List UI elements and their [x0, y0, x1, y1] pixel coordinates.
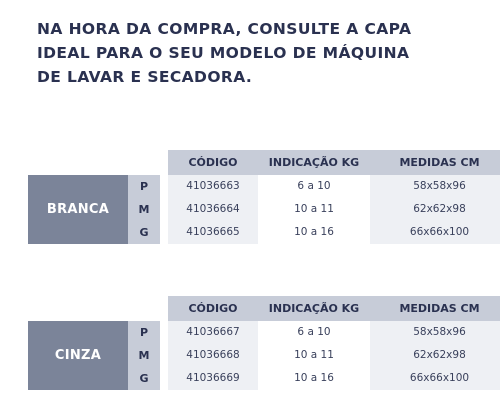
table-header [168, 150, 500, 175]
cm-cell: 58x58x96 [413, 180, 466, 192]
kg-cell: 10 a 11 [294, 349, 334, 361]
category-label: BRANCA [28, 175, 128, 244]
col-header-codigo: CÓDIGO [188, 302, 238, 315]
col-header-indicacao-kg: INDICAÇÃO KG [268, 302, 360, 315]
cm-cell: 66x66x100 [409, 372, 470, 384]
heading-line-1: NA HORA DA COMPRA, CONSULTE A CAPA [37, 20, 412, 38]
code-cell: 41036668 [186, 349, 240, 361]
code-cell: 41036669 [186, 372, 240, 384]
size-column [128, 175, 160, 244]
size-label: P [139, 180, 149, 193]
table-header [168, 296, 500, 321]
code-cell: 41036663 [186, 180, 240, 192]
table-cinza [28, 296, 482, 390]
size-column [128, 321, 160, 390]
kg-cell: 6 a 10 [297, 326, 331, 338]
size-label: P [139, 326, 149, 339]
cm-cell: 62x62x98 [413, 203, 466, 215]
size-label: G [139, 226, 149, 239]
category-label: CINZA [28, 321, 128, 390]
size-label: M [138, 349, 150, 362]
size-label: M [138, 203, 150, 216]
col-header-codigo: CÓDIGO [188, 156, 238, 169]
heading-line-3: DE LAVAR E SECADORA. [37, 68, 253, 86]
table-body [168, 175, 500, 244]
page-heading [37, 17, 487, 89]
kg-cell: 10 a 16 [294, 226, 334, 238]
code-cell: 41036667 [186, 326, 240, 338]
code-cell: 41036665 [186, 226, 240, 238]
kg-cell: 6 a 10 [297, 180, 331, 192]
col-header-medidas-cm: MEDIDAS CM [399, 156, 480, 169]
kg-cell: 10 a 16 [294, 372, 334, 384]
col-header-indicacao-kg: INDICAÇÃO KG [268, 156, 360, 169]
table-branca [28, 150, 482, 244]
cm-cell: 62x62x98 [413, 349, 466, 361]
kg-cell: 10 a 11 [294, 203, 334, 215]
heading-line-2: IDEAL PARA O SEU MODELO DE MÁQUINA [37, 44, 410, 62]
code-cell: 41036664 [186, 203, 240, 215]
cm-cell: 58x58x96 [413, 326, 466, 338]
col-header-medidas-cm: MEDIDAS CM [399, 302, 480, 315]
cm-cell: 66x66x100 [409, 226, 470, 238]
table-body [168, 321, 500, 390]
size-label: G [139, 372, 149, 385]
